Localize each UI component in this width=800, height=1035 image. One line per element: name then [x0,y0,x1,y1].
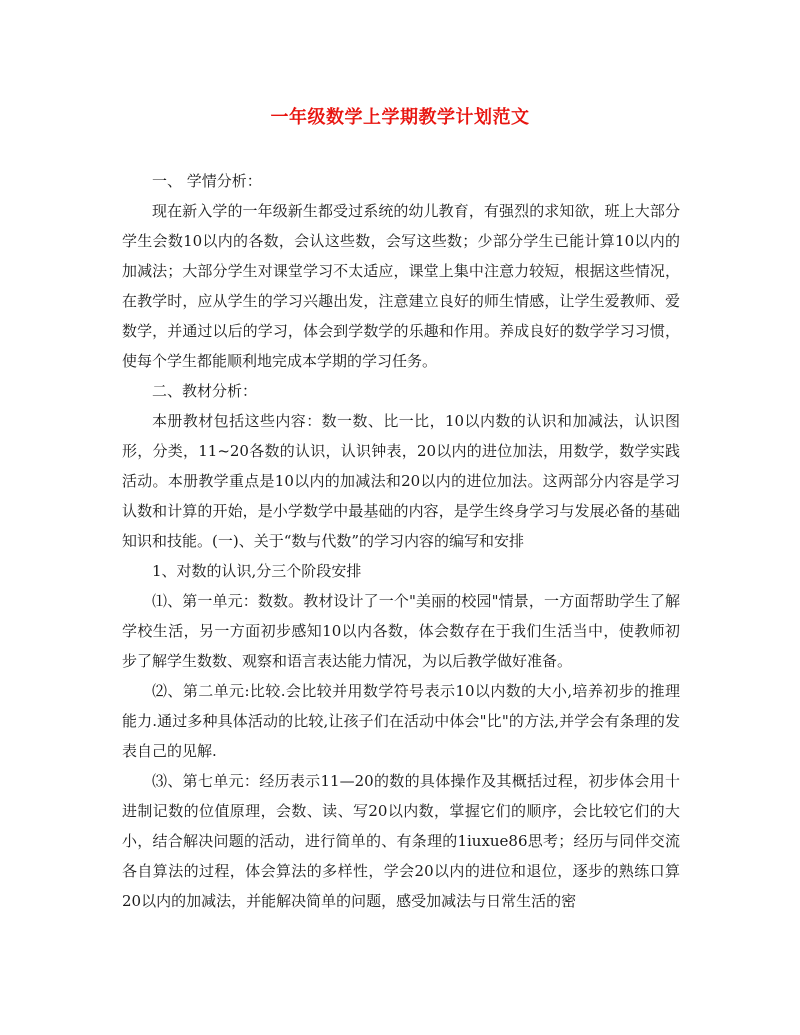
section-heading-2: 二、教材分析： [152,382,258,400]
paragraph-3: ⑴、第一单元：数数。教材设计了一个"美丽的校园"情景，一方面帮助学生了解学校生活，另一方面初步感知10以内各数，体会数存在于我们生活当中，使教师初步了解学生数数、观察和语言表达能力情况，为以后教学做好准备。 [122,592,680,670]
paragraph-4: ⑵、第二单元:比较.会比较并用数学符号表示10以内数的大小,培养初步的推理能力.通过多种具体活动的比较,让孩子们在活动中体会"比"的方法,并学会有条理的发表自己的见解. [122,682,680,760]
paragraph-2: 本册教材包括这些内容：数一数、比一比，10以内数的认识和加减法，认识图形，分类，11~20各数的认识，认识钟表，20以内的进位加法，用数学，数学实践活动。本册教学重点是10以内的加减法和20以内的进位加法。这两部分内容是学习认数和计算的开始，是小学数学中最基础的内容，是学生终身学习与发展必备的基础知识和技能。(一)、关于“数与代数”的学习内容的编写和安排 [122,412,680,550]
section-heading-1: 一、 学情分析： [152,172,262,190]
document-body [122,166,680,916]
subheading-1: 1、对数的认识,分三个阶段安排 [152,562,362,580]
paragraph-1: 现在新入学的一年级新生都受过系统的幼儿教育，有强烈的求知欲，班上大部分学生会数10以内的各数，会认这些数，会写这些数；少部分学生已能计算10以内的加减法；大部分学生对课堂学习不太适应，课堂上集中注意力较短，根据这些情况，在教学时，应从学生的学习兴趣出发，注意建立良好的师生情感，让学生爱教师、爱数学，并通过以后的学习，体会到学数学的乐趣和作用。养成良好的数学学习习惯，使每个学生都能顺利地完成本学期的学习任务。 [122,202,680,370]
paragraph-5: ⑶、第七单元：经历表示11—20的数的具体操作及其概括过程，初步体会用十进制记数的位值原理，会数、读、写20以内数，掌握它们的顺序，会比较它们的大小，结合解决问题的活动，进行简单的、有条理的1iuxue86思考；经历与同伴交流各自算法的过程，体会算法的多样性，学会20以内的进位和退位，逐步的熟练口算20以内的加减法，并能解决简单的问题，感受加减法与日常生活的密 [122,772,680,910]
document-title: 一年级数学上学期教学计划范文 [270,107,530,128]
